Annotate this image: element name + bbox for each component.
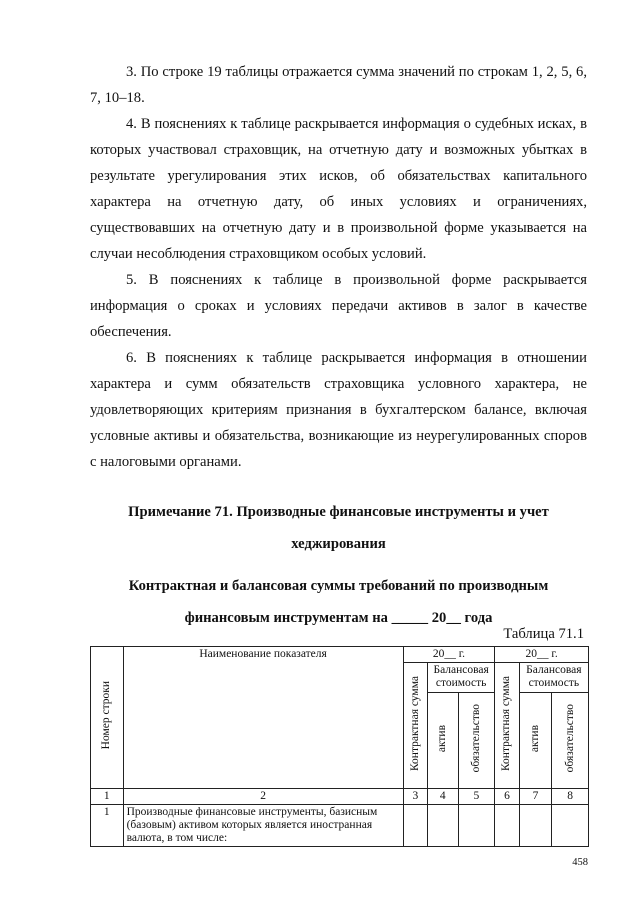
column-number-row: [91, 789, 589, 805]
header-liability-1: обязательство: [458, 693, 495, 789]
paragraph-3: 3. По строке 19 таблицы отражается сумма значений по строкам 1, 2, 5, 6, 7, 10–18.: [90, 64, 587, 106]
row-value-cell: [458, 805, 495, 847]
header-indicator-name: Наименование показателя: [123, 647, 403, 789]
data-table: [90, 646, 589, 847]
row-indicator-name: Производные финансовые инструменты, базисным (базовым) активом которых является иностранная валюта, в том числе:: [123, 805, 403, 847]
paragraph-6: 6. В пояснениях к таблице раскрывается информация в отношении характера и сумм обязательств страховщика условного характера, не удовлетворяющих критериям признания в бухгалтерском балансе, включая условные активы и обязательства, возникающие из неурегулированных споров с налоговыми органами.: [90, 350, 587, 470]
header-year-2: 20__ г.: [495, 647, 589, 663]
row-value-cell: [552, 805, 589, 847]
table-heading: [90, 570, 587, 634]
header-row-number: Номер строки: [91, 647, 124, 789]
row-value-cell: [403, 805, 427, 847]
col-number-2: 2: [123, 789, 403, 805]
page-number: 458: [572, 857, 588, 868]
col-number-7: 7: [519, 789, 552, 805]
paragraph-5: 5. В пояснениях к таблице в произвольной форме раскрывается информация о сроках и условиях передачи активов в залог в качестве обеспечения.: [90, 272, 587, 340]
table-number: Таблица 71.1: [503, 626, 584, 642]
note-heading-line1: Примечание 71. Производные финансовые инструменты и учет: [128, 504, 549, 520]
row-value-cell: [495, 805, 519, 847]
col-number-3: 3: [403, 789, 427, 805]
row-value-cell: [519, 805, 552, 847]
col-number-1: 1: [91, 789, 124, 805]
table-row: [91, 805, 589, 847]
header-asset-1: актив: [428, 693, 459, 789]
note-heading: [90, 496, 587, 560]
paragraph-4: 4. В пояснениях к таблице раскрывается информация о судебных исках, в которых участвовал страховщик, на отчетную дату и возможных убытках в результате урегулирования этих исков, об обязательствах капитального характера на отчетную дату, об иных условиях и ограничениях, существовавших на отчетную дату и в произвольной форме указывается на случаи несоблюдения страховщиком особых условий.: [90, 116, 587, 262]
col-number-6: 6: [495, 789, 519, 805]
table-heading-line2: финансовым инструментам на _____ 20__ года: [184, 610, 493, 626]
header-balance-value-2: Балансовая стоимость: [519, 663, 588, 693]
row-value-cell: [428, 805, 459, 847]
col-number-5: 5: [458, 789, 495, 805]
header-asset-2: актив: [519, 693, 552, 789]
table-heading-line1: Контрактная и балансовая суммы требований по производным: [128, 578, 549, 594]
col-number-8: 8: [552, 789, 589, 805]
note-heading-line2: хеджирования: [291, 536, 386, 552]
col-number-4: 4: [428, 789, 459, 805]
row-number: 1: [91, 805, 124, 847]
header-liability-2: обязательство: [552, 693, 589, 789]
header-year-1: 20__ г.: [403, 647, 495, 663]
header-balance-value-1: Балансовая стоимость: [428, 663, 495, 693]
header-contract-sum-2: Контрактная сумма: [495, 663, 519, 789]
header-contract-sum-1: Контрактная сумма: [403, 663, 427, 789]
